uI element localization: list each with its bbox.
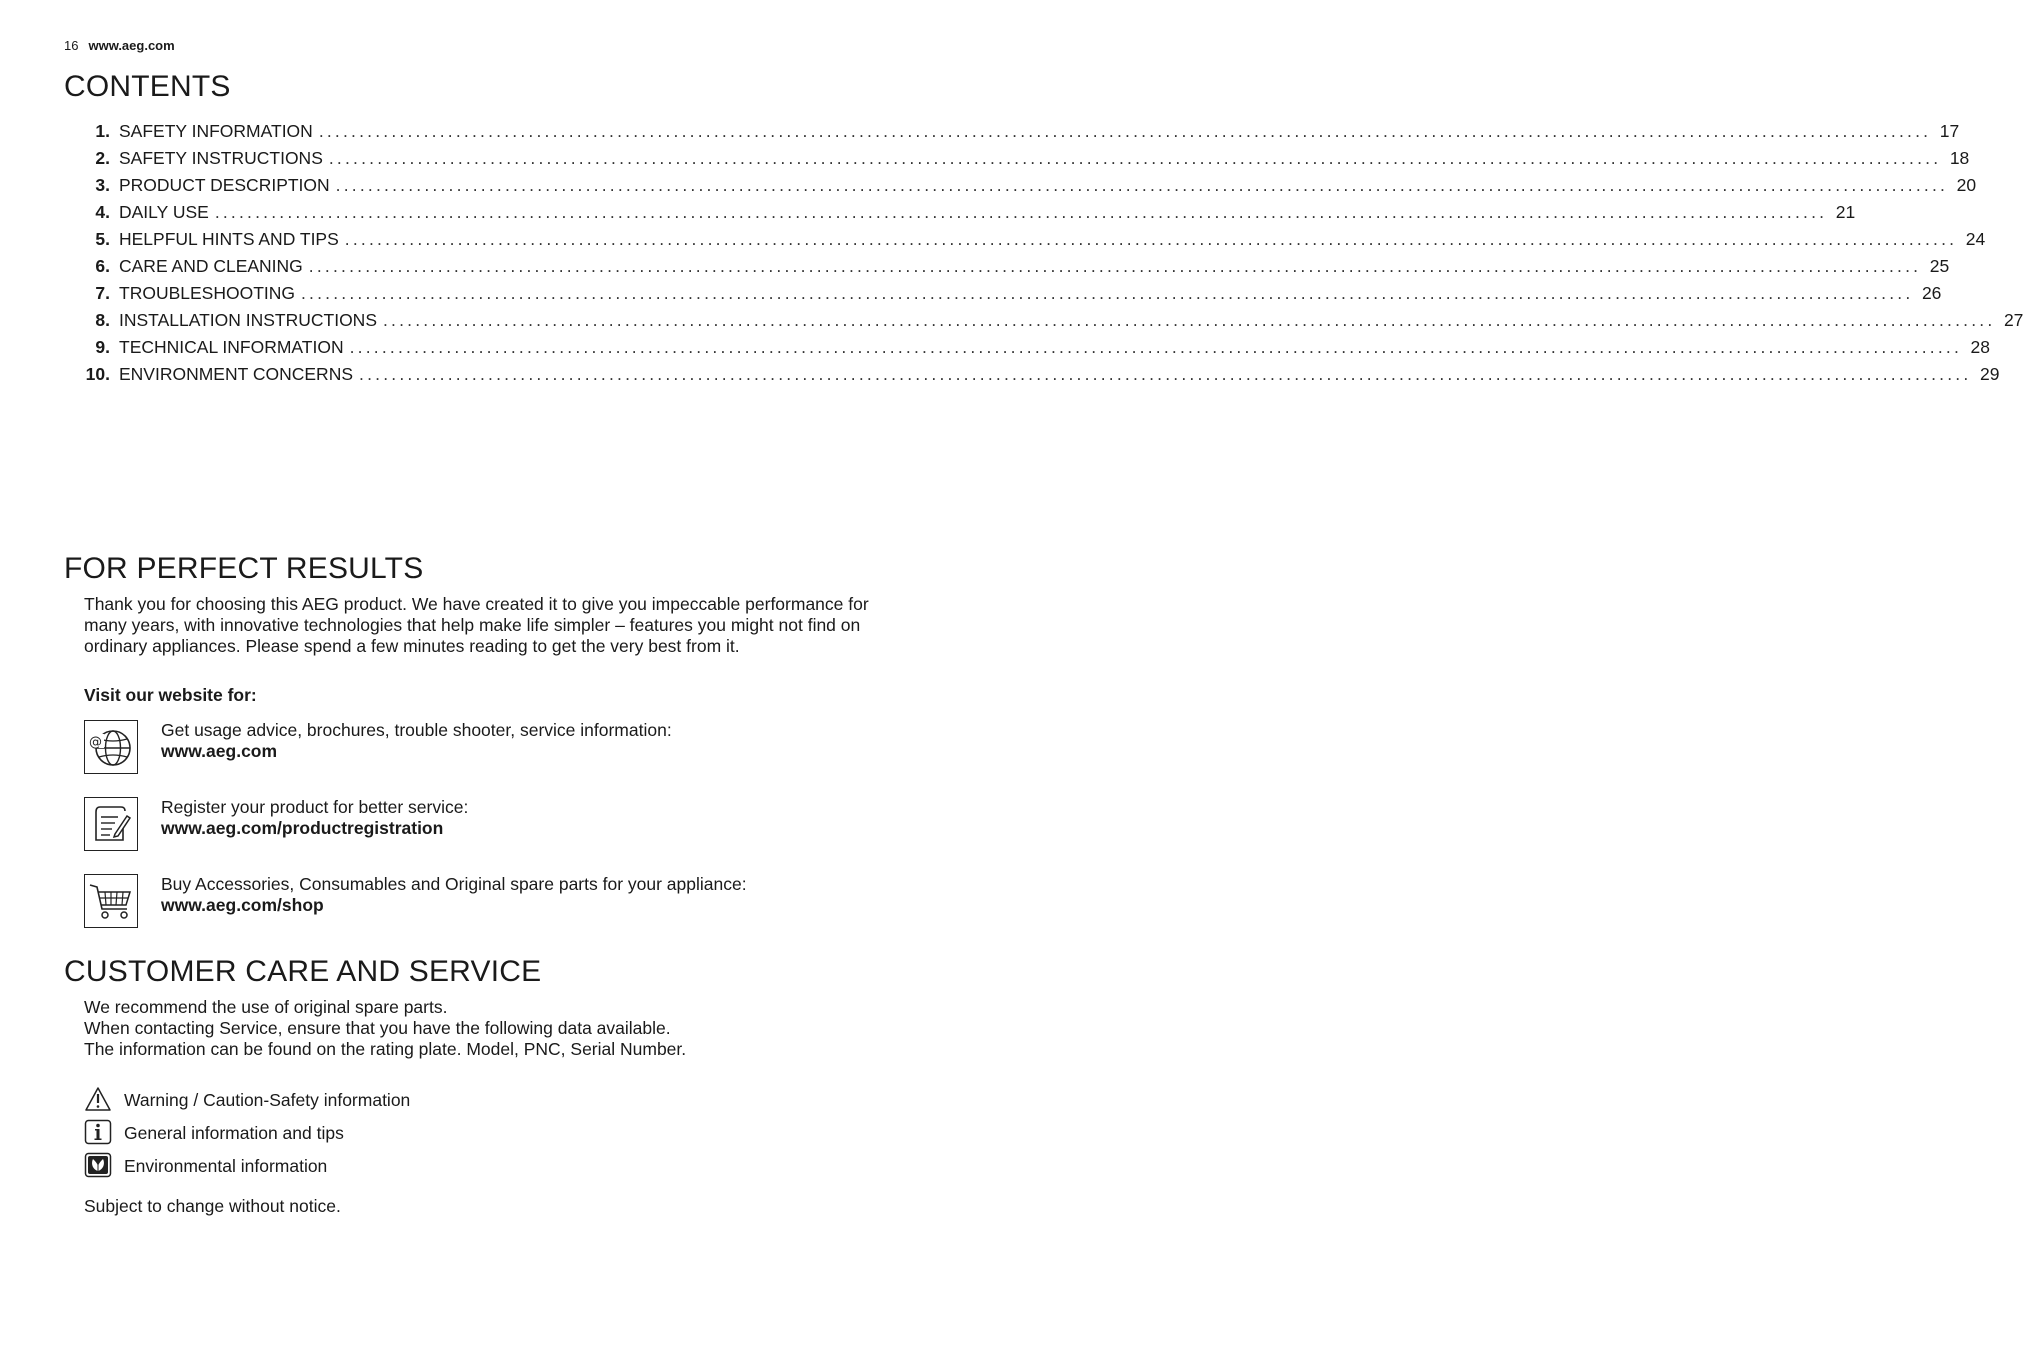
toc-leader-dots: ........................................................................................................................................................................................................ bbox=[349, 337, 1963, 357]
toc-row[interactable] bbox=[80, 148, 1970, 175]
website-item-description: Register your product for better service: bbox=[161, 797, 469, 817]
website-item-advice bbox=[84, 720, 899, 776]
toc-title: ENVIRONMENT CONCERNS bbox=[119, 364, 354, 384]
table-of-contents bbox=[80, 121, 2023, 391]
toc-page: 20 bbox=[1956, 175, 1977, 195]
toc-page: 27 bbox=[2003, 310, 2023, 330]
toc-page: 21 bbox=[1835, 202, 1856, 222]
toc-leader-dots: ........................................................................................................................................................................................................ bbox=[308, 256, 1922, 276]
toc-number: 5. bbox=[95, 229, 110, 249]
toc-page: 25 bbox=[1929, 256, 1950, 276]
toc-number: 6. bbox=[95, 256, 110, 276]
toc-row[interactable] bbox=[80, 256, 1950, 283]
website-link[interactable]: www.aeg.com/shop bbox=[161, 895, 324, 915]
care-line: The information can be found on the rating plate. Model, PNC, Serial Number. bbox=[84, 1039, 687, 1059]
warning-icon bbox=[84, 1086, 112, 1112]
registration-form-icon bbox=[84, 797, 138, 851]
toc-number: 4. bbox=[95, 202, 110, 222]
header-website[interactable]: www.aeg.com bbox=[88, 38, 175, 53]
website-item-registration bbox=[84, 797, 899, 853]
toc-title: TECHNICAL INFORMATION bbox=[119, 337, 344, 357]
toc-title: DAILY USE bbox=[119, 202, 209, 222]
toc-number: 8. bbox=[95, 310, 110, 330]
legend-label: General information and tips bbox=[124, 1123, 344, 1143]
toc-row[interactable] bbox=[80, 121, 1960, 148]
toc-leader-dots: ........................................................................................................................................................................................................ bbox=[335, 175, 1949, 195]
toc-page: 26 bbox=[1921, 283, 1942, 303]
toc-number: 9. bbox=[95, 337, 110, 357]
website-item-text bbox=[161, 720, 672, 762]
website-link[interactable]: www.aeg.com/productregistration bbox=[161, 818, 444, 838]
info-icon bbox=[84, 1119, 112, 1145]
toc-leader-dots: ........................................................................................................................................................................................................ bbox=[301, 283, 1914, 303]
environment-icon bbox=[84, 1152, 112, 1178]
toc-row[interactable] bbox=[80, 310, 2023, 337]
visit-website-label: Visit our website for: bbox=[84, 685, 257, 705]
toc-leader-dots: ........................................................................................................................................................................................................ bbox=[328, 148, 1942, 168]
contents-heading: CONTENTS bbox=[64, 70, 231, 103]
toc-title: INSTALLATION INSTRUCTIONS bbox=[119, 310, 377, 330]
toc-number: 2. bbox=[95, 148, 110, 168]
toc-title: SAFETY INFORMATION bbox=[119, 121, 313, 141]
website-item-description: Buy Accessories, Consumables and Original spare parts for your appliance: bbox=[161, 874, 747, 894]
toc-title: HELPFUL HINTS AND TIPS bbox=[119, 229, 339, 249]
toc-number: 1. bbox=[95, 121, 110, 141]
website-item-text bbox=[161, 797, 468, 839]
perfect-results-heading: FOR PERFECT RESULTS bbox=[64, 552, 424, 585]
toc-leader-dots: ........................................................................................................................................................................................................ bbox=[383, 310, 1996, 330]
website-item-description: Get usage advice, brochures, trouble shooter, service information: bbox=[161, 720, 672, 740]
legend-label: Warning / Caution-Safety information bbox=[124, 1090, 411, 1110]
care-line: When contacting Service, ensure that you have the following data available. bbox=[84, 1018, 671, 1038]
toc-page: 17 bbox=[1939, 121, 1960, 141]
intro-paragraph: Thank you for choosing this AEG product. We have created it to give you impeccable performance for many years, with innovative technologies that help make life simpler – features you might not find on ordinary appliances. Please spend a few minutes reading to get the very best from it. bbox=[84, 594, 869, 656]
toc-row[interactable] bbox=[80, 175, 1977, 202]
toc-title: PRODUCT DESCRIPTION bbox=[119, 175, 330, 195]
toc-row[interactable] bbox=[80, 364, 2000, 391]
website-item-text bbox=[161, 874, 747, 916]
website-item-shop bbox=[84, 874, 899, 930]
care-line: We recommend the use of original spare parts. bbox=[84, 997, 448, 1017]
website-link[interactable]: www.aeg.com bbox=[161, 741, 278, 761]
toc-page: 28 bbox=[1970, 337, 1991, 357]
toc-number: 3. bbox=[95, 175, 110, 195]
toc-title: TROUBLESHOOTING bbox=[119, 283, 295, 303]
toc-page: 29 bbox=[1979, 364, 2000, 384]
toc-number: 7. bbox=[95, 283, 110, 303]
svg-text:@: @ bbox=[89, 735, 102, 750]
toc-number: 10. bbox=[85, 364, 110, 384]
globe-icon bbox=[84, 720, 138, 774]
page-header bbox=[64, 38, 175, 53]
page-number: 16 bbox=[64, 38, 79, 53]
legend-label: Environmental information bbox=[124, 1156, 328, 1176]
change-notice: Subject to change without notice. bbox=[84, 1196, 341, 1216]
toc-page: 24 bbox=[1965, 229, 1986, 249]
toc-title: CARE AND CLEANING bbox=[119, 256, 303, 276]
toc-leader-dots: ........................................................................................................................................................................................................ bbox=[344, 229, 1958, 249]
customer-care-text bbox=[84, 997, 899, 1060]
shopping-cart-icon bbox=[84, 874, 138, 928]
toc-row[interactable] bbox=[80, 229, 1986, 256]
toc-title: SAFETY INSTRUCTIONS bbox=[119, 148, 323, 168]
toc-row[interactable] bbox=[80, 337, 1991, 364]
customer-care-heading: CUSTOMER CARE AND SERVICE bbox=[64, 955, 542, 988]
toc-page: 18 bbox=[1949, 148, 1970, 168]
toc-leader-dots: ........................................................................................................................................................................................................ bbox=[318, 121, 1932, 141]
toc-row[interactable] bbox=[80, 283, 1942, 310]
toc-leader-dots: ........................................................................................................................................................................................................ bbox=[214, 202, 1828, 222]
toc-leader-dots: ........................................................................................................................................................................................................ bbox=[359, 364, 1972, 384]
toc-row[interactable] bbox=[80, 202, 1856, 229]
